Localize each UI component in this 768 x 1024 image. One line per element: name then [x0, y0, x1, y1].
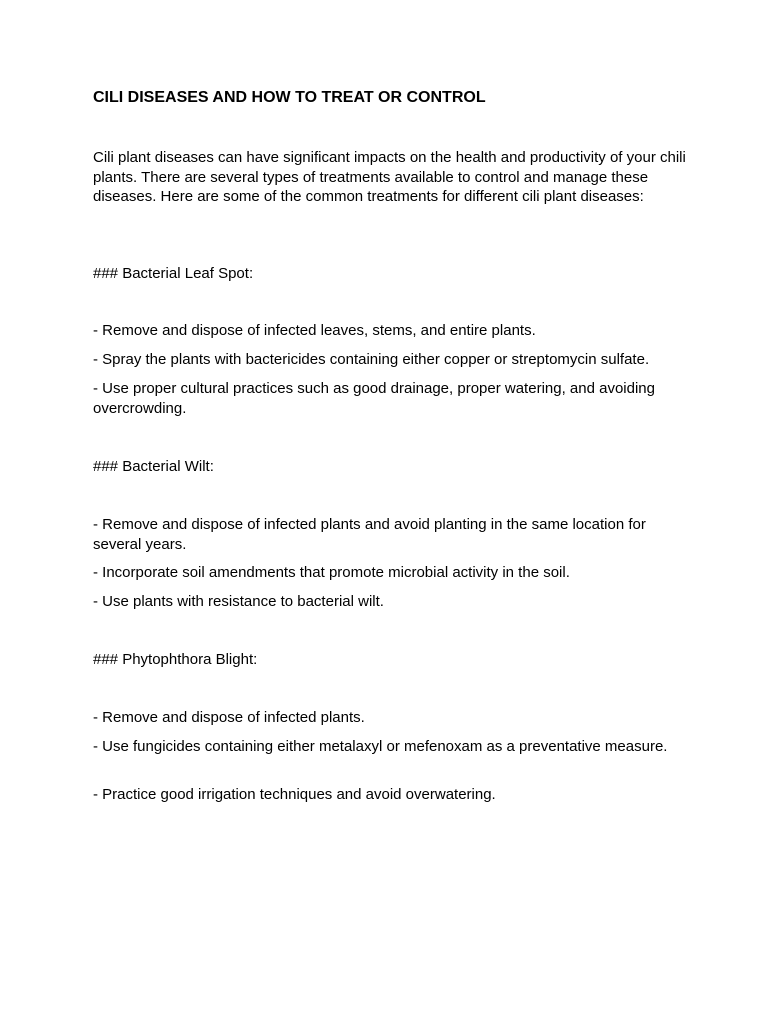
list-item: - Remove and dispose of infected plants. [93, 709, 365, 726]
list-item: - Incorporate soil amendments that promote microbial activity in the soil. [93, 564, 570, 581]
intro-paragraph: Cili plant diseases can have significant impacts on the health and productivity of your chili plants. There are several types of treatments available to control and manage these diseases. Here are some of the common treatments for different cili plant diseases: [93, 149, 686, 205]
document-title: CILI DISEASES AND HOW TO TREAT OR CONTROL [93, 89, 486, 106]
list-item: - Use proper cultural practices such as good drainage, proper watering, and avoiding overcrowding. [93, 380, 655, 417]
list-item: - Practice good irrigation techniques and avoid overwatering. [93, 786, 496, 803]
section-heading-phytophthora-blight: ### Phytophthora Blight: [93, 651, 258, 668]
list-item: - Use fungicides containing either metalaxyl or mefenoxam as a preventative measure. [93, 738, 668, 755]
section-heading-bacterial-leaf-spot: ### Bacterial Leaf Spot: [93, 265, 254, 282]
list-item: - Remove and dispose of infected plants and avoid planting in the same location for several years. [93, 516, 646, 553]
list-item: - Use plants with resistance to bacterial wilt. [93, 593, 384, 610]
list-item: - Remove and dispose of infected leaves, stems, and entire plants. [93, 322, 536, 339]
list-item: - Spray the plants with bactericides containing either copper or streptomycin sulfate. [93, 351, 650, 368]
section-heading-bacterial-wilt: ### Bacterial Wilt: [93, 458, 214, 475]
